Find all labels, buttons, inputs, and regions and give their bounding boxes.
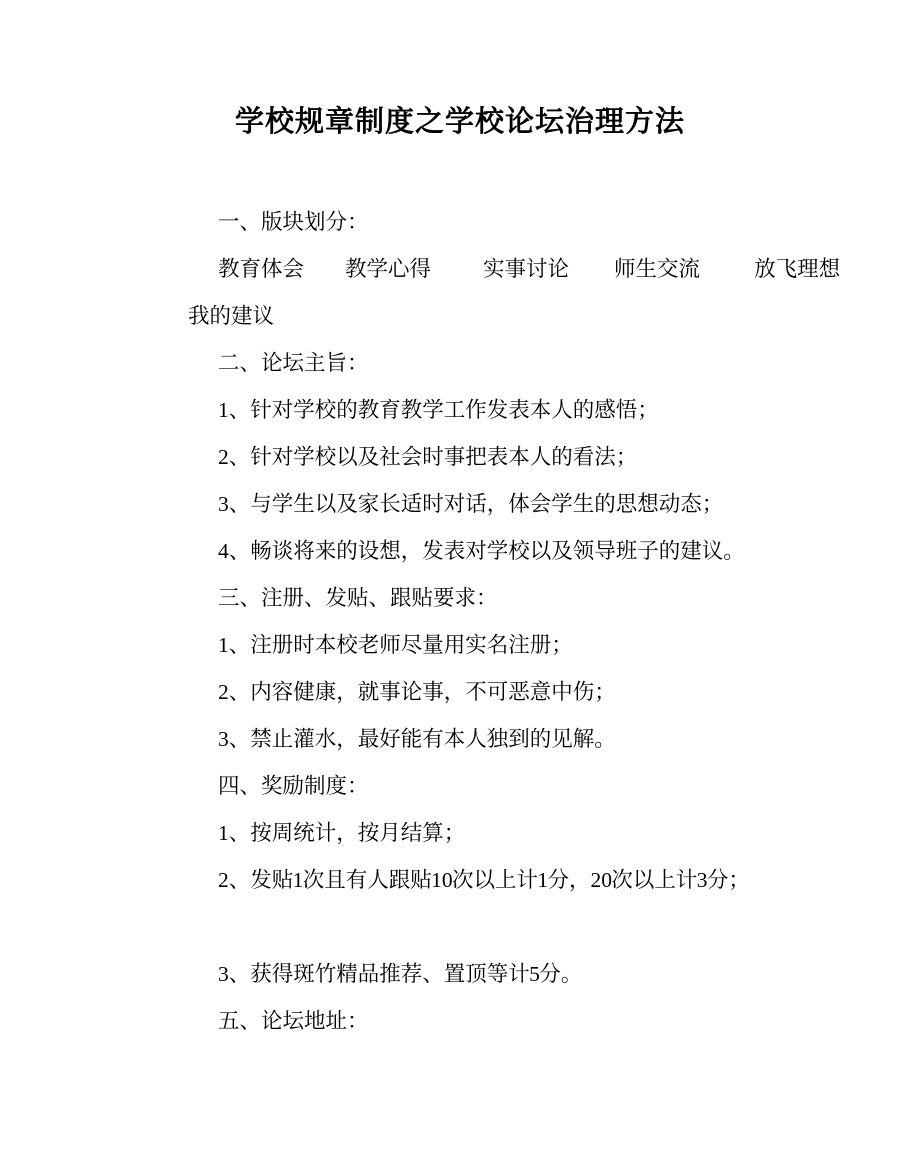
document-body: [188, 199, 841, 1045]
heading-section-4: 四、奖励制度：: [218, 774, 369, 798]
list-item-3-3: 3、禁止灌水，最好能有本人独到的见解。: [218, 727, 616, 751]
board-item-4: 师生交流: [614, 257, 701, 281]
heading-section-1: 一、版块划分：: [218, 210, 369, 234]
heading-section-5: 五、论坛地址：: [218, 1009, 369, 1033]
heading-section-3: 三、注册、发贴、跟贴要求：: [218, 586, 498, 610]
list-item-4-1: 1、按周统计，按月结算；: [218, 821, 466, 845]
board-list: [188, 246, 841, 293]
document-title: 学校规章制度之学校论坛治理方法: [234, 106, 685, 138]
board-item-3: 实事讨论: [483, 257, 570, 281]
board-item-1: 教育体会: [218, 257, 305, 281]
board-item-2: 教学心得: [345, 257, 432, 281]
list-item-3-1: 1、注册时本校老师尽量用实名注册；: [218, 633, 573, 657]
board-item-5: 放飞理想: [754, 257, 841, 281]
list-item-2-4: 4、畅谈将来的设想，发表对学校以及领导班子的建议。: [218, 539, 745, 563]
list-item-2-1: 1、针对学校的教育教学工作发表本人的感悟；: [218, 398, 659, 422]
list-item-4-3: 3、获得斑竹精品推荐、置顶等计 5 分。: [218, 962, 583, 986]
list-item-2-3: 3、与学生以及家长适时对话，体会学生的思想动态；: [218, 492, 724, 516]
list-item-3-2: 2、内容健康，就事论事，不可恶意中伤；: [218, 680, 616, 704]
list-item-4-2: 2、发贴 1 次且有人跟贴 10 次以上计 1 分，20 次以上计 3 分；: [218, 868, 750, 892]
board-list-overflow: 我的建议: [188, 304, 275, 328]
list-item-2-2: 2、针对学校以及社会时事把表本人的看法；: [218, 445, 638, 469]
heading-section-2: 二、论坛主旨：: [218, 351, 369, 375]
